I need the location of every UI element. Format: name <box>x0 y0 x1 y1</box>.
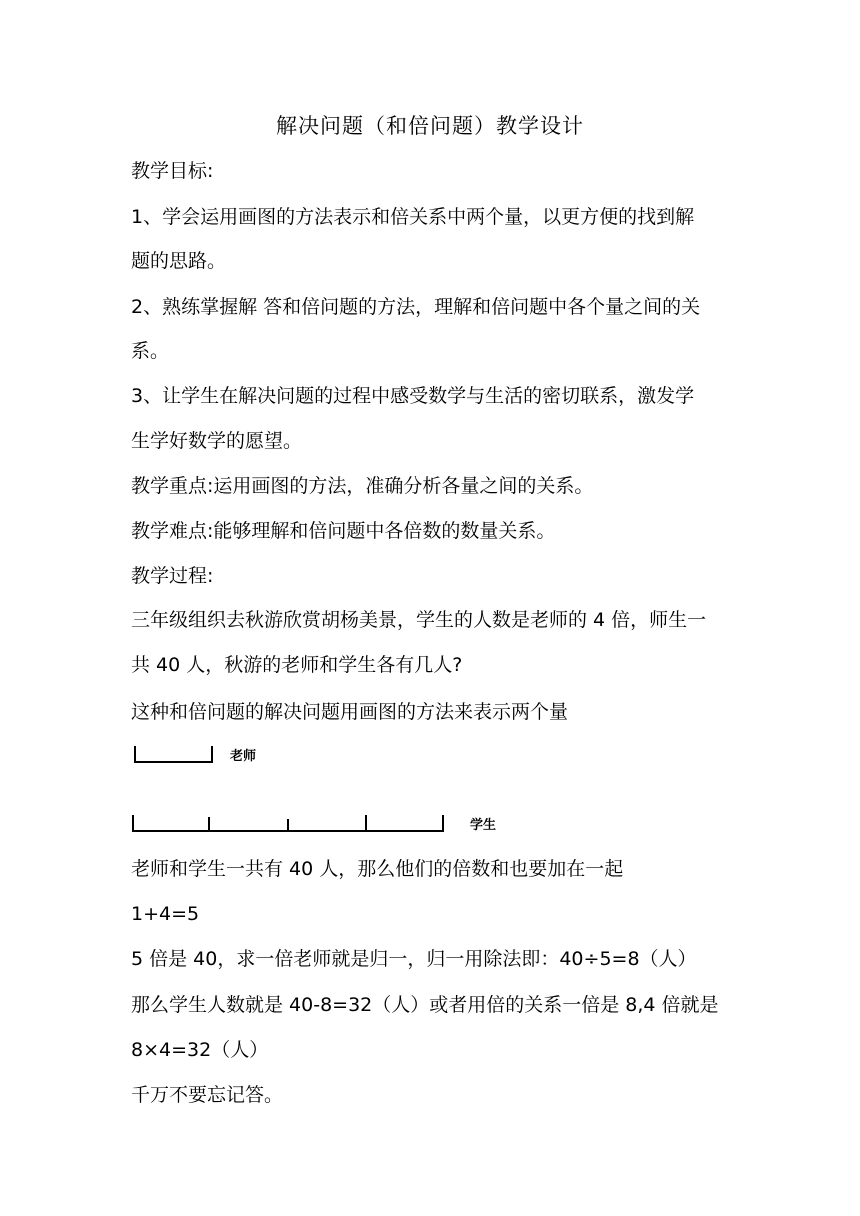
teacher-segment-tick-end <box>211 746 213 763</box>
student-label: 学生 <box>470 818 497 833</box>
objective-1-line-2: 题的思路。 <box>131 250 227 272</box>
student-segment-tick-1 <box>208 817 210 832</box>
student-segment-diagram <box>130 815 510 835</box>
objectives-heading: 教学目标: <box>131 160 214 182</box>
difficult-point: 教学难点:能够理解和倍问题中各倍数的数量关系。 <box>131 520 556 542</box>
step-4-line-2: 8×4=32（人） <box>131 1039 269 1061</box>
problem-line-2: 共 40 人，秋游的老师和学生各有几人? <box>131 654 463 676</box>
objective-2-line-2: 系。 <box>131 340 170 362</box>
key-point: 教学重点:运用画图的方法，准确分析各量之间的关系。 <box>131 475 594 497</box>
student-segment-tick-4 <box>442 815 444 832</box>
process-heading: 教学过程: <box>131 565 214 587</box>
step-2: 1+4=5 <box>131 903 200 925</box>
student-segment-tick-3 <box>365 815 367 832</box>
step-4-line-1: 那么学生人数就是 40-8=32（人）或者用倍的关系一倍是 8,4 倍就是 <box>131 994 719 1016</box>
teacher-segment-bar <box>134 761 213 763</box>
student-segment-tick-2 <box>287 819 289 832</box>
objective-2-line-1: 2、熟练掌握解 答和倍问题的方法，理解和倍问题中各个量之间的关 <box>131 296 701 318</box>
objective-3-line-2: 生学好数学的愿望。 <box>131 430 303 452</box>
step-3: 5 倍是 40，求一倍老师就是归一，归一用除法即：40÷5=8（人） <box>131 948 697 970</box>
problem-line-1: 三年级组织去秋游欣赏胡杨美景，学生的人数是老师的 4 倍，师生一 <box>131 609 707 631</box>
objective-3-line-1: 3、让学生在解决问题的过程中感受数学与生活的密切联系，激发学 <box>131 385 695 407</box>
objective-1-line-1: 1、学会运用画图的方法表示和倍关系中两个量，以更方便的找到解 <box>131 206 695 228</box>
reminder: 千万不要忘记答。 <box>131 1084 284 1106</box>
step-1: 老师和学生一共有 40 人，那么他们的倍数和也要加在一起 <box>131 858 624 880</box>
teacher-label: 老师 <box>230 749 257 764</box>
teacher-segment-diagram <box>130 746 270 766</box>
method-intro: 这种和倍问题的解决问题用画图的方法来表示两个量 <box>131 701 569 723</box>
document-title: 解决问题（和倍问题）教学设计 <box>276 114 584 138</box>
